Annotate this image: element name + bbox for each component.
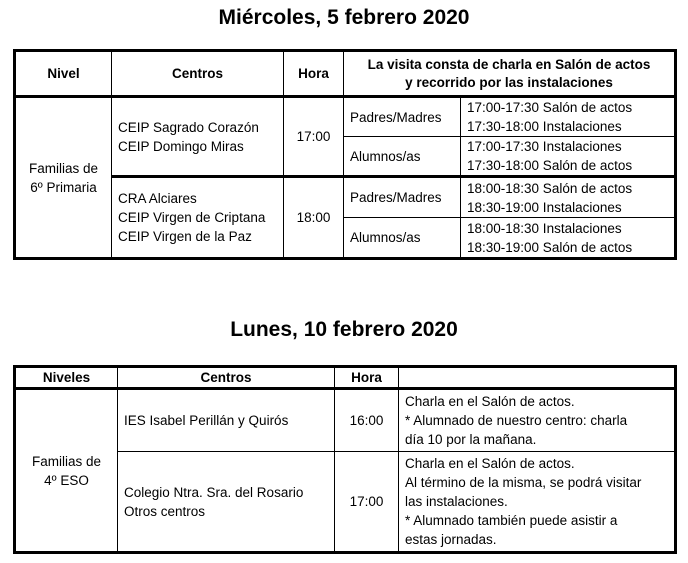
schedule-item: 18:00-18:30 Instalaciones <box>467 220 622 236</box>
table-row <box>15 97 676 137</box>
header-visita-line2: y recorrido por las instalaciones <box>405 74 613 90</box>
centro-name: CRA Alciares <box>118 191 197 206</box>
header-nivel: Nivel <box>15 51 112 97</box>
schedule-item: 18:00-18:30 Salón de actos <box>467 180 633 196</box>
centro-name: CEIP Virgen de la Paz <box>118 229 252 244</box>
schedule-cell <box>461 218 676 259</box>
hora-cell: 18:00 <box>284 177 344 259</box>
hora-cell: 17:00 <box>335 452 399 553</box>
nivel-cell <box>15 97 112 259</box>
centro-name: CEIP Sagrado Corazón <box>118 119 259 135</box>
header-extra <box>399 367 676 389</box>
schedule-item: 18:30-19:00 Salón de actos <box>467 239 633 255</box>
hora-cell: 16:00 <box>335 389 399 452</box>
who-cell: Alumnos/as <box>344 218 461 259</box>
centro-name: CEIP Domingo Miras <box>118 138 244 154</box>
header-visita <box>344 51 676 97</box>
note-line: día 10 por la mañana. <box>405 432 537 447</box>
header-visita-line1: La visita consta de charla en Salón de actos <box>367 56 651 72</box>
note-line: Charla en el Salón de actos. <box>405 394 575 409</box>
table-row <box>15 177 676 218</box>
who-cell: Alumnos/as <box>344 137 461 177</box>
centro-name: IES Isabel Perillán y Quirós <box>124 413 289 428</box>
nivel-cell <box>15 389 118 553</box>
schedule-table-eso <box>13 365 677 554</box>
schedule-item: 17:30-18:00 Salón de actos <box>467 158 633 173</box>
header-hora: Hora <box>284 51 344 97</box>
section2-title: Lunes, 10 febrero 2020 <box>230 318 458 341</box>
nivel-line2: 4º ESO <box>44 472 89 488</box>
table-header-row <box>15 51 676 97</box>
table-row <box>15 389 676 452</box>
schedule-item: 17:00-17:30 Instalaciones <box>467 139 622 154</box>
note-line: * Alumnado de nuestro centro: charla <box>405 413 628 428</box>
nivel-line1: Familias de <box>28 160 99 176</box>
schedule-item: 17:30-18:00 Instalaciones <box>467 119 622 134</box>
header-centros: Centros <box>112 51 284 97</box>
schedule-item: 18:30-19:00 Instalaciones <box>467 199 622 215</box>
header-centros: Centros <box>118 367 335 389</box>
note-line: estas jornadas. <box>405 532 497 547</box>
schedule-item: 17:00-17:30 Salón de actos <box>467 100 633 115</box>
who-cell: Padres/Madres <box>344 177 461 218</box>
schedule-cell <box>461 177 676 218</box>
note-line: Charla en el Salón de actos. <box>405 456 575 471</box>
nivel-line1: Familias de <box>31 453 102 469</box>
note-line: * Alumnado también puede asistir a <box>405 513 618 528</box>
centros-cell <box>112 177 284 259</box>
notes-cell <box>399 389 676 452</box>
who-cell: Padres/Madres <box>344 97 461 137</box>
centros-cell <box>118 389 335 452</box>
centros-cell <box>118 452 335 553</box>
header-hora: Hora <box>335 367 399 389</box>
header-niveles: Niveles <box>15 367 118 389</box>
schedule-table-primaria <box>13 49 677 260</box>
centro-name: CEIP Virgen de Criptana <box>118 210 266 225</box>
schedule-cell <box>461 137 676 177</box>
schedule-cell <box>461 97 676 137</box>
note-line: las instalaciones. <box>405 494 508 509</box>
centros-cell <box>112 97 284 177</box>
section1-title: Miércoles, 5 febrero 2020 <box>218 6 470 29</box>
hora-cell: 17:00 <box>284 97 344 177</box>
centro-name: Colegio Ntra. Sra. del Rosario <box>124 484 304 500</box>
centro-name: Otros centros <box>124 503 206 519</box>
note-line: Al término de la misma, se podrá visitar <box>405 475 642 490</box>
notes-cell <box>399 452 676 553</box>
nivel-line2: 6º Primaria <box>30 179 97 195</box>
table-header-row <box>15 367 676 389</box>
